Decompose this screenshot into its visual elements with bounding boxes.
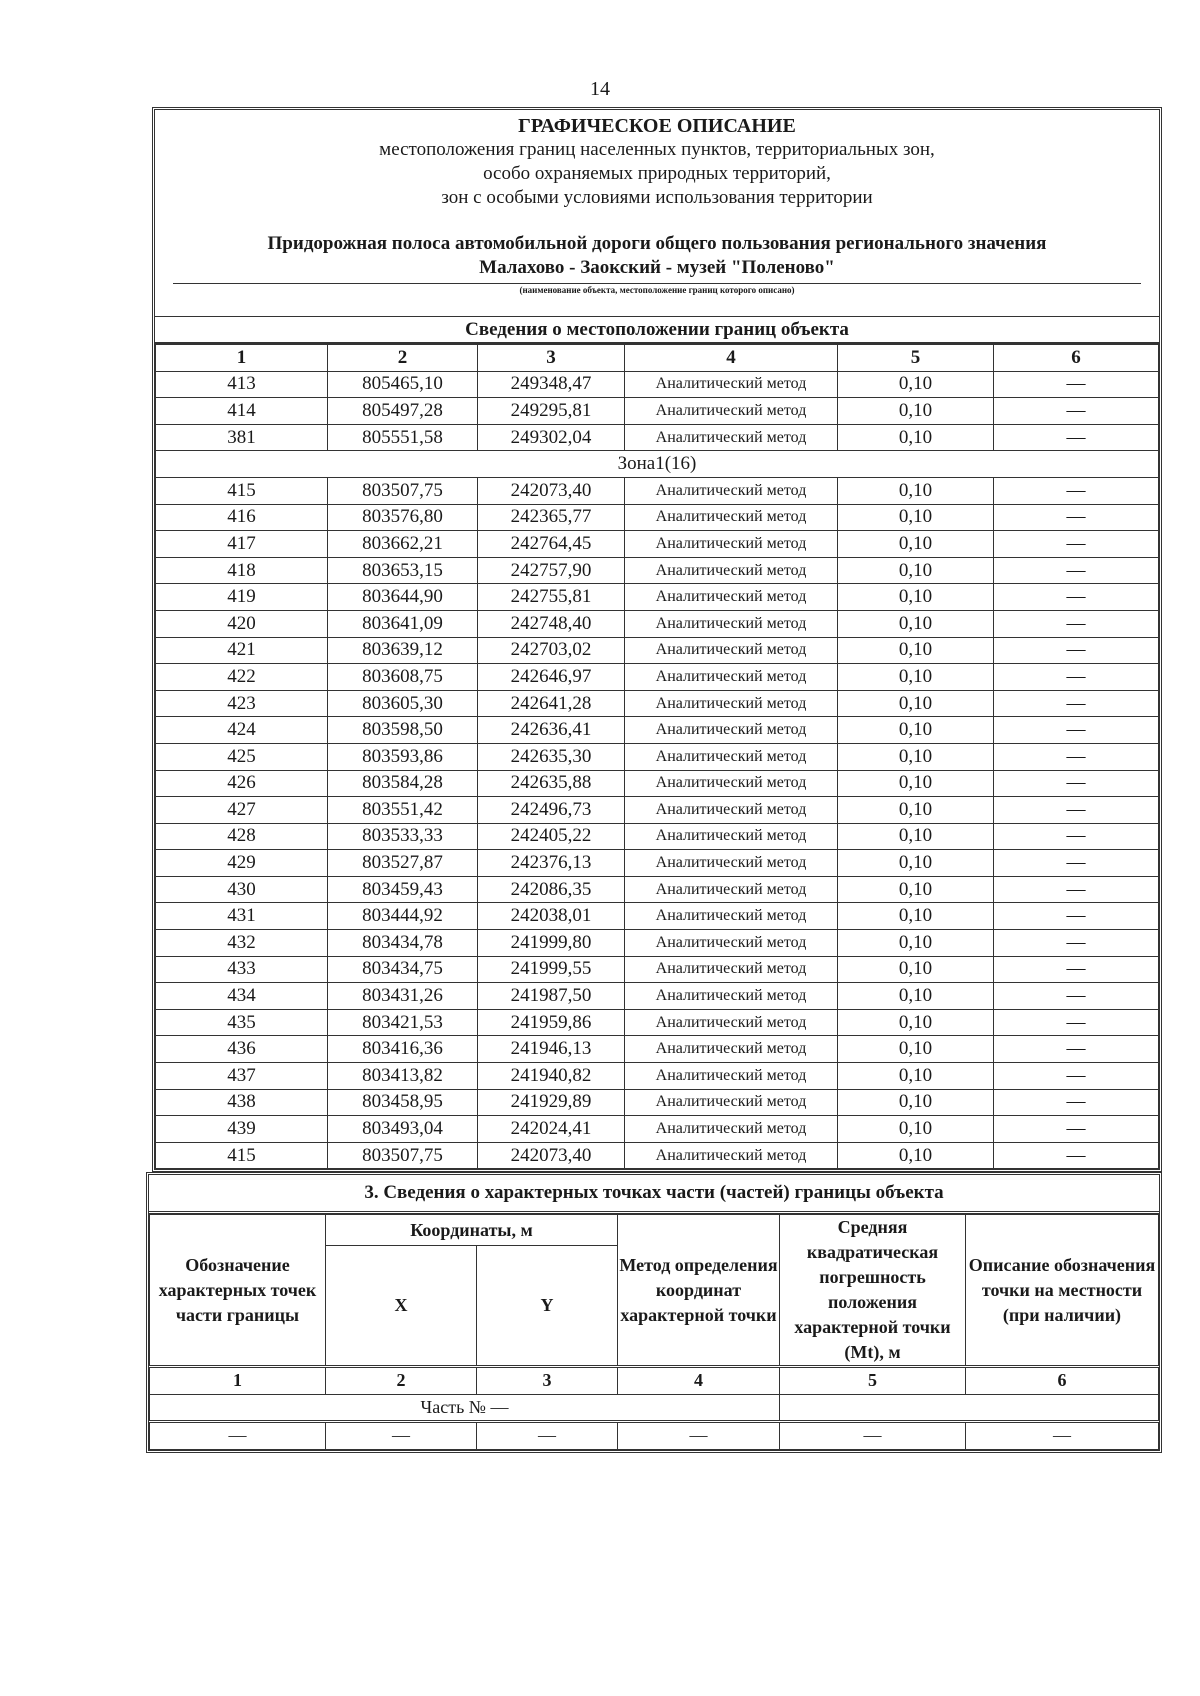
table-cell-col-4: Аналитический метод bbox=[625, 956, 838, 983]
table-cell-col-6: — bbox=[994, 1142, 1159, 1169]
table-cell-col-6: — bbox=[994, 424, 1159, 451]
table-row bbox=[156, 424, 1159, 451]
table-cell-col-6: — bbox=[994, 1116, 1159, 1143]
col-number-4: 4 bbox=[618, 1367, 780, 1395]
table-cell-col-2: 803593,86 bbox=[328, 743, 478, 770]
table-row bbox=[156, 1116, 1159, 1143]
table-cell-col-6: — bbox=[994, 477, 1159, 504]
col6-header: Описание обозначения точки на местности (при наличии) bbox=[966, 1215, 1159, 1367]
table-cell-col-5: 0,10 bbox=[838, 983, 994, 1010]
table-cell-col-5: 0,10 bbox=[838, 477, 994, 504]
table-cell-col-6: — bbox=[994, 903, 1159, 930]
form-title: ГРАФИЧЕСКОЕ ОПИСАНИЕ bbox=[518, 115, 796, 137]
table-cell-col-5: 0,10 bbox=[838, 398, 994, 425]
table-cell-col-3: 241959,86 bbox=[478, 1009, 625, 1036]
table-cell-col-2: 803458,95 bbox=[328, 1089, 478, 1116]
table-row bbox=[156, 610, 1159, 637]
col-number-3: 3 bbox=[478, 345, 625, 372]
col-number-5: 5 bbox=[780, 1367, 966, 1395]
part-cell-2: — bbox=[326, 1422, 477, 1450]
table-cell-col-2: 803653,15 bbox=[328, 557, 478, 584]
table-row bbox=[156, 1036, 1159, 1063]
table-cell-col-1: 413 bbox=[156, 371, 328, 398]
table-cell-col-5: 0,10 bbox=[838, 1036, 994, 1063]
table-cell-col-5: 0,10 bbox=[838, 1116, 994, 1143]
table-cell-col-1: 435 bbox=[156, 1009, 328, 1036]
boundary-location-section bbox=[155, 316, 1159, 1169]
part-points-table bbox=[149, 1214, 1159, 1450]
coordinates-header: Координаты, м bbox=[326, 1215, 618, 1246]
table-cell-col-6: — bbox=[994, 557, 1159, 584]
table-cell-col-5: 0,10 bbox=[838, 823, 994, 850]
table-cell-col-4: Аналитический метод bbox=[625, 371, 838, 398]
table-cell-col-6: — bbox=[994, 664, 1159, 691]
table-cell-col-5: 0,10 bbox=[838, 504, 994, 531]
table-row bbox=[156, 1089, 1159, 1116]
table-cell-col-6: — bbox=[994, 797, 1159, 824]
table-cell-col-1: 429 bbox=[156, 850, 328, 877]
table-cell-col-5: 0,10 bbox=[838, 930, 994, 957]
header-row-1 bbox=[150, 1215, 1159, 1246]
table-cell-col-3: 242073,40 bbox=[478, 1142, 625, 1169]
table-cell-col-5: 0,10 bbox=[838, 797, 994, 824]
table-cell-col-1: 381 bbox=[156, 424, 328, 451]
table-row bbox=[156, 690, 1159, 717]
table-row bbox=[156, 876, 1159, 903]
table-cell-col-6: — bbox=[994, 584, 1159, 611]
table-cell-col-3: 242764,45 bbox=[478, 531, 625, 558]
table-row bbox=[156, 1009, 1159, 1036]
form-subtitle-line-2: особо охраняемых природных территорий, bbox=[483, 163, 831, 184]
part-cell-4: — bbox=[618, 1422, 780, 1450]
table-cell-col-3: 249348,47 bbox=[478, 371, 625, 398]
table-cell-col-5: 0,10 bbox=[838, 876, 994, 903]
table-cell-col-6: — bbox=[994, 850, 1159, 877]
table-cell-col-3: 241999,55 bbox=[478, 956, 625, 983]
col-number-1: 1 bbox=[150, 1367, 326, 1395]
table-cell-col-2: 805465,10 bbox=[328, 371, 478, 398]
table-cell-col-5: 0,10 bbox=[838, 770, 994, 797]
y-header: Y bbox=[477, 1246, 618, 1367]
col5-header: Средняя квадратическая погрешность положения характерной точки (Mt), м bbox=[780, 1215, 966, 1367]
table-cell-col-4: Аналитический метод bbox=[625, 398, 838, 425]
table-row bbox=[156, 557, 1159, 584]
table-cell-col-1: 423 bbox=[156, 690, 328, 717]
col-number-2: 2 bbox=[328, 345, 478, 372]
table-cell-col-1: 415 bbox=[156, 1142, 328, 1169]
col-number-6: 6 bbox=[994, 345, 1159, 372]
part-label: Часть № — bbox=[150, 1394, 780, 1422]
table-row bbox=[156, 504, 1159, 531]
col-number-3: 3 bbox=[477, 1367, 618, 1395]
table-cell-col-3: 241987,50 bbox=[478, 983, 625, 1010]
table-cell-col-2: 803527,87 bbox=[328, 850, 478, 877]
table-cell-col-5: 0,10 bbox=[838, 531, 994, 558]
table-cell-col-3: 249302,04 bbox=[478, 424, 625, 451]
table-row bbox=[156, 743, 1159, 770]
x-header: X bbox=[326, 1246, 477, 1367]
zone-label: Зона1(16) bbox=[156, 451, 1159, 478]
table-row bbox=[156, 1142, 1159, 1169]
table-cell-col-6: — bbox=[994, 876, 1159, 903]
col-number-4: 4 bbox=[625, 345, 838, 372]
table-cell-col-1: 418 bbox=[156, 557, 328, 584]
table-cell-col-1: 420 bbox=[156, 610, 328, 637]
table-cell-col-4: Аналитический метод bbox=[625, 664, 838, 691]
table-cell-col-3: 242641,28 bbox=[478, 690, 625, 717]
table-cell-col-1: 431 bbox=[156, 903, 328, 930]
table-cell-col-1: 419 bbox=[156, 584, 328, 611]
table-cell-col-6: — bbox=[994, 1009, 1159, 1036]
table-cell-col-4: Аналитический метод bbox=[625, 690, 838, 717]
table-cell-col-4: Аналитический метод bbox=[625, 504, 838, 531]
table-cell-col-3: 241940,82 bbox=[478, 1063, 625, 1090]
table-cell-col-5: 0,10 bbox=[838, 1142, 994, 1169]
table-cell-col-2: 803434,75 bbox=[328, 956, 478, 983]
table-cell-col-6: — bbox=[994, 531, 1159, 558]
table-cell-col-2: 803434,78 bbox=[328, 930, 478, 957]
table-cell-col-2: 803641,09 bbox=[328, 610, 478, 637]
table-cell-col-5: 0,10 bbox=[838, 850, 994, 877]
table-cell-col-3: 242635,30 bbox=[478, 743, 625, 770]
table-cell-col-3: 241999,80 bbox=[478, 930, 625, 957]
table-cell-col-1: 416 bbox=[156, 504, 328, 531]
form-subtitle-line-1: местоположения границ населенных пунктов, территориальных зон, bbox=[379, 139, 935, 160]
table-cell-col-6: — bbox=[994, 930, 1159, 957]
table-cell-col-4: Аналитический метод bbox=[625, 797, 838, 824]
table-cell-col-3: 241929,89 bbox=[478, 1089, 625, 1116]
zone-row bbox=[156, 451, 1159, 478]
table-row bbox=[156, 956, 1159, 983]
table-row bbox=[156, 983, 1159, 1010]
table-cell-col-6: — bbox=[994, 956, 1159, 983]
table-cell-col-2: 803644,90 bbox=[328, 584, 478, 611]
col-number-6: 6 bbox=[966, 1367, 1159, 1395]
table-cell-col-3: 242376,13 bbox=[478, 850, 625, 877]
table-cell-col-1: 424 bbox=[156, 717, 328, 744]
table-cell-col-5: 0,10 bbox=[838, 1089, 994, 1116]
table-cell-col-1: 436 bbox=[156, 1036, 328, 1063]
part-label-empty bbox=[780, 1394, 1159, 1422]
table-cell-col-1: 421 bbox=[156, 637, 328, 664]
column-number-row bbox=[150, 1367, 1159, 1395]
table-row bbox=[156, 903, 1159, 930]
table-cell-col-6: — bbox=[994, 371, 1159, 398]
table-cell-col-3: 242086,35 bbox=[478, 876, 625, 903]
table-cell-col-2: 803459,43 bbox=[328, 876, 478, 903]
part-cell-5: — bbox=[780, 1422, 966, 1450]
table-cell-col-2: 803413,82 bbox=[328, 1063, 478, 1090]
table-cell-col-4: Аналитический метод bbox=[625, 531, 838, 558]
table-cell-col-6: — bbox=[994, 637, 1159, 664]
table-cell-col-3: 242748,40 bbox=[478, 610, 625, 637]
part-label-row bbox=[150, 1394, 1159, 1422]
table-cell-col-6: — bbox=[994, 1036, 1159, 1063]
table-cell-col-5: 0,10 bbox=[838, 371, 994, 398]
table-cell-col-4: Аналитический метод bbox=[625, 717, 838, 744]
table-cell-col-4: Аналитический метод bbox=[625, 557, 838, 584]
section3-title: 3. Сведения о характерных точках части (частей) границы объекта bbox=[149, 1175, 1159, 1214]
table-cell-col-6: — bbox=[994, 770, 1159, 797]
col-number-1: 1 bbox=[156, 345, 328, 372]
table-cell-col-4: Аналитический метод bbox=[625, 1089, 838, 1116]
table-cell-col-3: 242635,88 bbox=[478, 770, 625, 797]
table-cell-col-3: 242703,02 bbox=[478, 637, 625, 664]
table-cell-col-2: 805497,28 bbox=[328, 398, 478, 425]
table-cell-col-3: 242755,81 bbox=[478, 584, 625, 611]
table-cell-col-3: 249295,81 bbox=[478, 398, 625, 425]
table-cell-col-1: 438 bbox=[156, 1089, 328, 1116]
table-cell-col-4: Аналитический метод bbox=[625, 610, 838, 637]
table-cell-col-5: 0,10 bbox=[838, 743, 994, 770]
table-cell-col-2: 803584,28 bbox=[328, 770, 478, 797]
col1-header: Обозначение характерных точек части границы bbox=[150, 1215, 326, 1367]
boundary-points-table bbox=[155, 344, 1159, 1169]
table-cell-col-2: 803608,75 bbox=[328, 664, 478, 691]
table-cell-col-1: 415 bbox=[156, 477, 328, 504]
table-row bbox=[156, 930, 1159, 957]
table-cell-col-1: 427 bbox=[156, 797, 328, 824]
table-cell-col-3: 242757,90 bbox=[478, 557, 625, 584]
table-cell-col-6: — bbox=[994, 1063, 1159, 1090]
table-row bbox=[156, 477, 1159, 504]
table-cell-col-1: 425 bbox=[156, 743, 328, 770]
section-title: Сведения о местоположении границ объекта bbox=[155, 317, 1159, 344]
table-cell-col-6: — bbox=[994, 823, 1159, 850]
table-cell-col-4: Аналитический метод bbox=[625, 930, 838, 957]
table-cell-col-6: — bbox=[994, 983, 1159, 1010]
table-row bbox=[156, 637, 1159, 664]
table-cell-col-2: 803416,36 bbox=[328, 1036, 478, 1063]
table-cell-col-4: Аналитический метод bbox=[625, 983, 838, 1010]
table-cell-col-4: Аналитический метод bbox=[625, 743, 838, 770]
table-row bbox=[156, 398, 1159, 425]
table-cell-col-4: Аналитический метод bbox=[625, 424, 838, 451]
object-name-line-1: Придорожная полоса автомобильной дороги общего пользования регионального значения bbox=[267, 233, 1047, 254]
table-cell-col-2: 803662,21 bbox=[328, 531, 478, 558]
table-cell-col-3: 242646,97 bbox=[478, 664, 625, 691]
part-point-row bbox=[150, 1422, 1159, 1450]
column-number-row bbox=[156, 345, 1159, 372]
table-cell-col-2: 803431,26 bbox=[328, 983, 478, 1010]
table-cell-col-4: Аналитический метод bbox=[625, 1063, 838, 1090]
table-cell-col-6: — bbox=[994, 743, 1159, 770]
page-number: 14 bbox=[590, 78, 610, 100]
table-cell-col-1: 417 bbox=[156, 531, 328, 558]
table-cell-col-5: 0,10 bbox=[838, 717, 994, 744]
table-cell-col-5: 0,10 bbox=[838, 557, 994, 584]
table-cell-col-2: 803493,04 bbox=[328, 1116, 478, 1143]
table-cell-col-1: 433 bbox=[156, 956, 328, 983]
table-cell-col-5: 0,10 bbox=[838, 637, 994, 664]
table-cell-col-2: 803444,92 bbox=[328, 903, 478, 930]
table-cell-col-4: Аналитический метод bbox=[625, 903, 838, 930]
table-row bbox=[156, 531, 1159, 558]
table-cell-col-5: 0,10 bbox=[838, 903, 994, 930]
part-points-form bbox=[146, 1172, 1162, 1453]
table-cell-col-1: 434 bbox=[156, 983, 328, 1010]
table-cell-col-5: 0,10 bbox=[838, 1063, 994, 1090]
table-row bbox=[156, 717, 1159, 744]
table-cell-col-4: Аналитический метод bbox=[625, 1142, 838, 1169]
table-cell-col-2: 803598,50 bbox=[328, 717, 478, 744]
table-cell-col-3: 242073,40 bbox=[478, 477, 625, 504]
table-cell-col-4: Аналитический метод bbox=[625, 584, 838, 611]
table-cell-col-4: Аналитический метод bbox=[625, 770, 838, 797]
object-name-caption: (наименование объекта, местоположение границ которого описано) bbox=[519, 285, 795, 295]
object-name-line-2: Малахово - Заокский - музей "Поленово" bbox=[479, 257, 835, 278]
table-cell-col-6: — bbox=[994, 398, 1159, 425]
table-cell-col-3: 242405,22 bbox=[478, 823, 625, 850]
table-row bbox=[156, 770, 1159, 797]
part-cell-6: — bbox=[966, 1422, 1159, 1450]
table-row bbox=[156, 664, 1159, 691]
table-row bbox=[156, 1063, 1159, 1090]
table-cell-col-2: 803421,53 bbox=[328, 1009, 478, 1036]
table-cell-col-5: 0,10 bbox=[838, 1009, 994, 1036]
table-cell-col-3: 242365,77 bbox=[478, 504, 625, 531]
col-number-5: 5 bbox=[838, 345, 994, 372]
part-cell-3: — bbox=[477, 1422, 618, 1450]
table-cell-col-1: 437 bbox=[156, 1063, 328, 1090]
table-cell-col-4: Аналитический метод bbox=[625, 1116, 838, 1143]
table-cell-col-3: 242636,41 bbox=[478, 717, 625, 744]
table-cell-col-3: 242024,41 bbox=[478, 1116, 625, 1143]
table-cell-col-2: 803551,42 bbox=[328, 797, 478, 824]
table-cell-col-3: 242496,73 bbox=[478, 797, 625, 824]
table-cell-col-2: 803576,80 bbox=[328, 504, 478, 531]
table-cell-col-1: 432 bbox=[156, 930, 328, 957]
table-cell-col-2: 803605,30 bbox=[328, 690, 478, 717]
table-cell-col-4: Аналитический метод bbox=[625, 1009, 838, 1036]
table-cell-col-1: 426 bbox=[156, 770, 328, 797]
table-cell-col-3: 241946,13 bbox=[478, 1036, 625, 1063]
table-cell-col-5: 0,10 bbox=[838, 610, 994, 637]
table-cell-col-2: 803533,33 bbox=[328, 823, 478, 850]
table-cell-col-2: 803507,75 bbox=[328, 477, 478, 504]
table-cell-col-4: Аналитический метод bbox=[625, 876, 838, 903]
table-cell-col-5: 0,10 bbox=[838, 584, 994, 611]
table-cell-col-5: 0,10 bbox=[838, 664, 994, 691]
table-row bbox=[156, 797, 1159, 824]
table-cell-col-1: 439 bbox=[156, 1116, 328, 1143]
table-cell-col-1: 422 bbox=[156, 664, 328, 691]
form-subtitle-line-3: зон с особыми условиями использования территории bbox=[441, 187, 873, 208]
form-header bbox=[155, 110, 1159, 316]
table-cell-col-6: — bbox=[994, 610, 1159, 637]
table-cell-col-5: 0,10 bbox=[838, 690, 994, 717]
col4-header: Метод определения координат характерной точки bbox=[618, 1215, 780, 1367]
graphic-description-form bbox=[152, 107, 1162, 1172]
table-cell-col-6: — bbox=[994, 1089, 1159, 1116]
table-cell-col-6: — bbox=[994, 690, 1159, 717]
table-cell-col-1: 414 bbox=[156, 398, 328, 425]
table-cell-col-6: — bbox=[994, 717, 1159, 744]
table-cell-col-1: 428 bbox=[156, 823, 328, 850]
table-row bbox=[156, 850, 1159, 877]
table-cell-col-5: 0,10 bbox=[838, 424, 994, 451]
part-cell-1: — bbox=[150, 1422, 326, 1450]
table-cell-col-4: Аналитический метод bbox=[625, 637, 838, 664]
table-cell-col-1: 430 bbox=[156, 876, 328, 903]
table-cell-col-4: Аналитический метод bbox=[625, 1036, 838, 1063]
table-cell-col-2: 803639,12 bbox=[328, 637, 478, 664]
table-cell-col-6: — bbox=[994, 504, 1159, 531]
table-cell-col-4: Аналитический метод bbox=[625, 823, 838, 850]
table-row bbox=[156, 371, 1159, 398]
table-cell-col-2: 803507,75 bbox=[328, 1142, 478, 1169]
table-row bbox=[156, 823, 1159, 850]
table-cell-col-4: Аналитический метод bbox=[625, 477, 838, 504]
table-cell-col-5: 0,10 bbox=[838, 956, 994, 983]
table-row bbox=[156, 584, 1159, 611]
col-number-2: 2 bbox=[326, 1367, 477, 1395]
table-cell-col-2: 805551,58 bbox=[328, 424, 478, 451]
table-cell-col-3: 242038,01 bbox=[478, 903, 625, 930]
table-cell-col-4: Аналитический метод bbox=[625, 850, 838, 877]
